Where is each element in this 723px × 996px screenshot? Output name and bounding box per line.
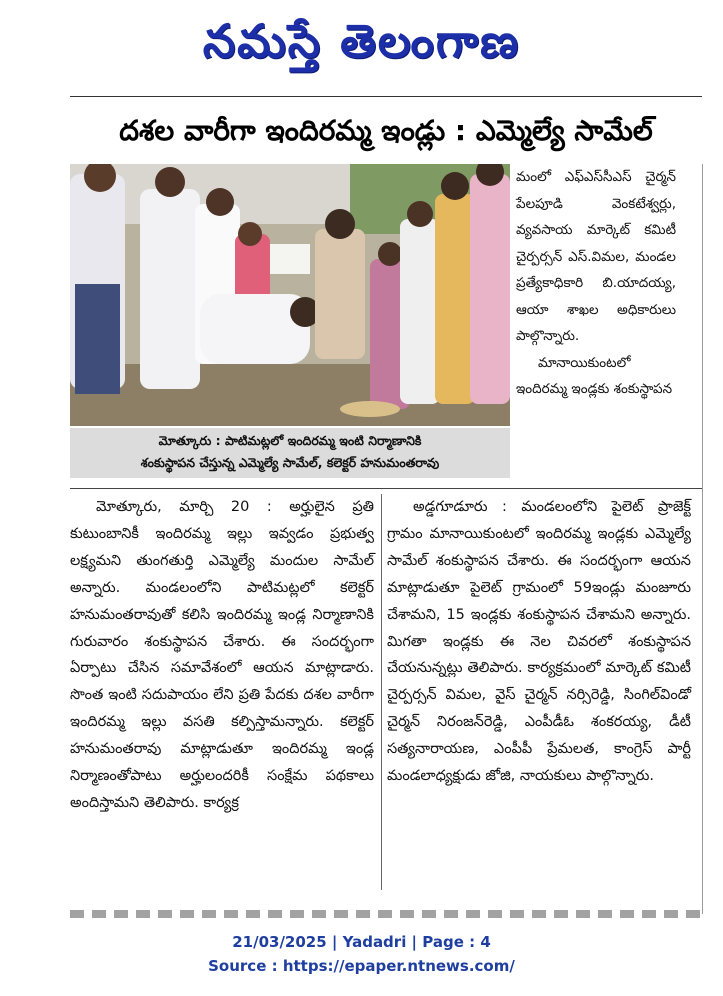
masthead <box>0 6 723 76</box>
photo-caption <box>70 428 510 478</box>
newspaper-title: నమస్తే తెలంగాణ <box>202 14 521 68</box>
source-link[interactable]: Source : https://epaper.ntnews.com/ <box>208 957 515 975</box>
clipped-next-article-edge <box>70 910 702 918</box>
edition-info: 21/03/2025 | Yadadri | Page : 4 <box>232 933 491 951</box>
body-paragraph: అడ్డగూడూరు : మండలంలోని పైలెట్ ప్రాజెక్ట్ గ్రామం మానాయికుంటలో ఇందిరమ్మ ఇండ్లకు ఎమ్మెల్యే సామేల్ శంకుస్థాపన చేశారు. ఈ సందర్భంగా ఆయన మాట్లాడుతూ పైలెట్ గ్రామంలో 59ఇండ్లు మంజూరు చేశామని, 15 ఇండ్లకు శంకుస్థాపన చేశామని అన్నారు. మిగతా ఇండ్లకు ఈ నెల చివరలో శంకుస్థాపన చేయనున్నట్లు తెలిపారు. కార్యక్రమంలో మార్కెట్ కమిటీ చైర్పర్సన్ విమల, వైస్ చైర్మన్ నర్సిరెడ్డి, సింగిల్‌విండో చైర్మన్ నిరంజన్‌రెడ్డి, ఎంపీడీఓ శంకరయ్య, డీటీ సత్యనారాయణ, ఎంపీపీ ప్రేమలత, కాంగ్రెస్ పార్టీ మండలాధ్యక్షుడు జోజి, నాయకులు పాల్గొన్నారు. <box>387 499 691 785</box>
right-column-top <box>516 164 676 403</box>
header-divider <box>70 96 702 97</box>
section-divider <box>70 488 702 489</box>
right-body-column <box>387 494 691 790</box>
article-photo <box>70 164 510 426</box>
photo-caption-line: మోత్కూరు : పాటిమట్లలో ఇందిరమ్మ ఇంటి నిర్మాణానికి <box>158 433 422 448</box>
article-headline: దశల వారీగా ఇందిరమ్మ ఇండ్లు : ఎమ్మెల్యే సామేల్ <box>119 114 653 147</box>
left-body-column <box>70 494 374 817</box>
subheading: మానాయికుంటలో ఇందిరమ్మ ఇండ్లకు శంకుస్థాపన <box>516 354 673 397</box>
body-paragraph: మోత్కూరు, మార్చి 20 : అర్హులైన ప్రతి కుటుంబానికీ ఇందిరమ్మ ఇల్లు ఇవ్వడం ప్రభుత్వ లక్ష్యమని తుంగతుర్తి ఎమ్మెల్యే మందుల సామేల్ అన్నారు. మండలంలోని పాటిమట్లలో కలెక్టర్ హనుమంతరావుతో కలిసి ఇందిరమ్మ ఇండ్ల నిర్మాణానికి గురువారం శంకుస్థాపన చేశారు. ఈ సందర్భంగా ఏర్పాటు చేసిన సమావేశంలో ఆయన మాట్లాడారు. సొంత ఇంటి సదుపాయం లేని ప్రతి పేదకు దశల వారీగా ఇందిరమ్మ ఇల్లు వసతి కల్పిస్తామన్నారు. కలెక్టర్ హనుమంతరావు మాట్లాడుతూ ఇందిరమ్మ ఇండ్ల నిర్మాణంతోపాటు అర్హులందరికీ సంక్షేమ పథకాలు అందిస్తామని తెలిపారు. కార్యక్ర <box>70 499 374 811</box>
page-footer <box>0 930 723 978</box>
page-edge-rule <box>702 164 703 914</box>
column-divider <box>381 494 382 890</box>
right-column-paragraph: మంలో ఎఫ్ఎస్‌సీఎస్ చైర్మన్ పేలపూడి వెంకటేశ్వర్లు, వ్యవసాయ మార్కెట్ కమిటీ చైర్పర్సన్ ఎస్.విమల, మండల ప్రత్యేకాధికారి బి.యాదయ్య, ఆయా శాఖల అధికారులు పాల్గొన్నారు. <box>516 169 676 344</box>
photo-caption-line: శంకుస్థాపన చేస్తున్న ఎమ్మెల్యే సామేల్, కలెక్టర్ హనుమంతరావు <box>140 455 440 470</box>
photo-illustration <box>70 164 510 426</box>
